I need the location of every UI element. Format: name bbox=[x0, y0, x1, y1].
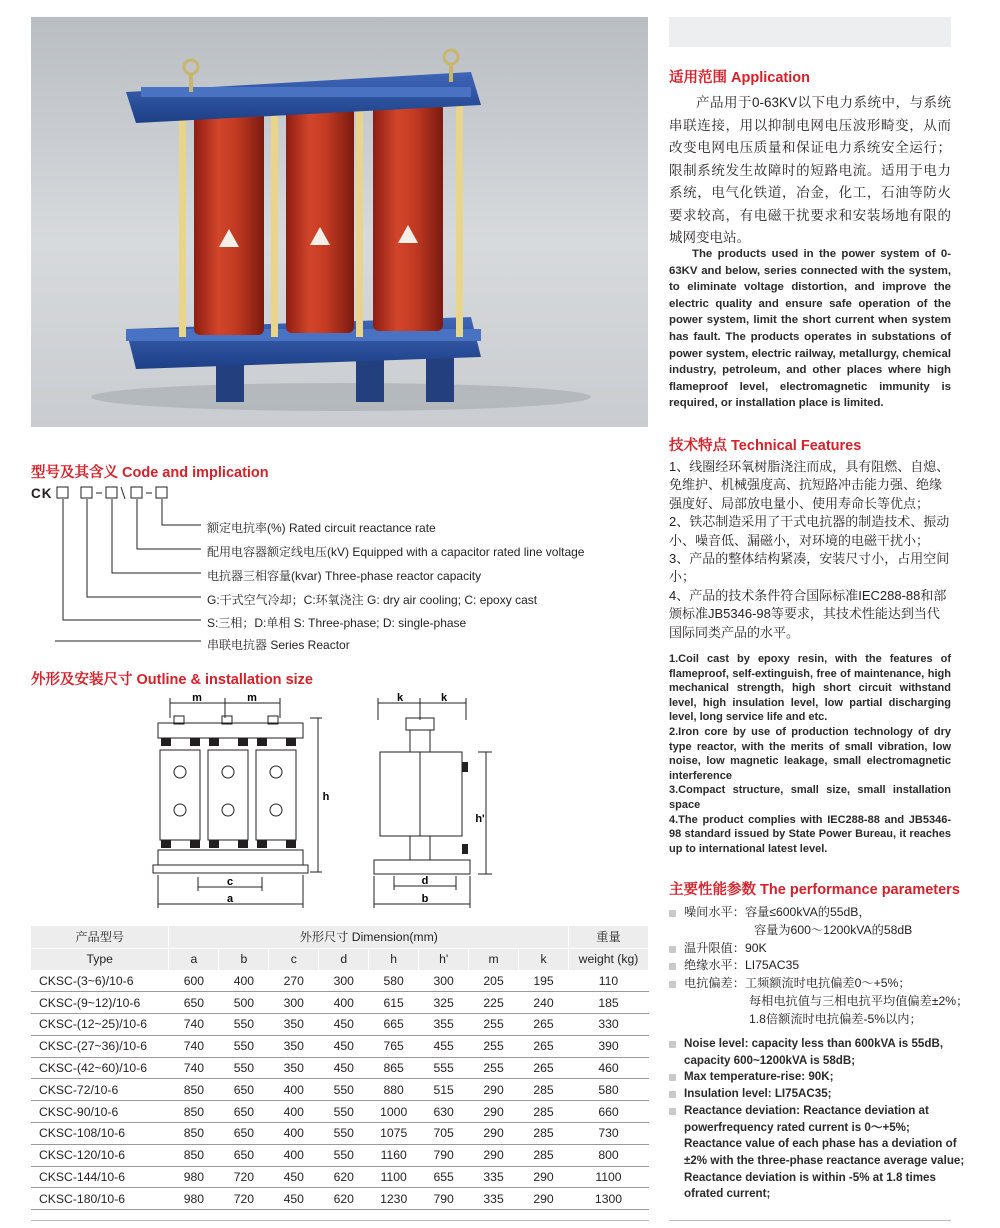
cell-dim: 265 bbox=[519, 1035, 569, 1057]
cell-dim: 650 bbox=[219, 1144, 269, 1166]
spec-table bbox=[31, 926, 649, 1210]
cell-dim: 355 bbox=[419, 1014, 469, 1036]
cell-dim: 620 bbox=[319, 1166, 369, 1188]
cell-dim: 335 bbox=[469, 1166, 519, 1188]
col-dim-d: d bbox=[319, 948, 369, 970]
technical-list-cn bbox=[669, 458, 951, 642]
header-bar bbox=[669, 17, 951, 47]
cell-dim: 850 bbox=[169, 1101, 219, 1123]
technical-item-en: 4.The product complies with IEC288-88 and JB5346-98 standard issued by State Power Bureau, it reaches up to international latest level. bbox=[669, 813, 951, 855]
technical-list-en bbox=[669, 652, 951, 856]
performance-heading: 主要性能参数 The performance parameters bbox=[669, 882, 960, 898]
code-item: 串联电抗器 Series Reactor bbox=[207, 638, 350, 652]
cell-dim: 265 bbox=[519, 1014, 569, 1036]
cell-dim: 550 bbox=[319, 1101, 369, 1123]
bullet-icon bbox=[669, 910, 676, 917]
table-row bbox=[31, 970, 649, 992]
cell-dim: 720 bbox=[219, 1188, 269, 1210]
table-row bbox=[31, 1014, 649, 1036]
table-row bbox=[31, 992, 649, 1014]
cell-weight: 1100 bbox=[568, 1166, 648, 1188]
technical-item-cn: 3、产品的整体结构紧凑，安装尺寸小，占用空间小； bbox=[669, 551, 950, 585]
performance-list-cn bbox=[669, 904, 969, 1029]
cell-dim: 655 bbox=[419, 1166, 469, 1188]
cell-dim: 630 bbox=[419, 1101, 469, 1123]
performance-item-en: Noise level: capacity less than 600kVA is 55dB, capacity 600~1200kVA is 58dB; bbox=[669, 1036, 969, 1069]
cell-dim: 290 bbox=[469, 1123, 519, 1145]
technical-item-en: 1.Coil cast by epoxy resin, with the features of flameproof, self-extinguish, free of maintenance, high mechanical strength, high short circuit withstand level, high insulation level, low partial discharging level, long service life and etc. bbox=[669, 653, 951, 724]
cell-dim: 555 bbox=[419, 1057, 469, 1079]
cell-dim: 850 bbox=[169, 1079, 219, 1101]
performance-item-en: Insulation level: LI75AC35; bbox=[669, 1086, 969, 1103]
application-heading: 适用范围 Application bbox=[669, 70, 810, 86]
code-item: 额定电抗率(%) Rated circuit reactance rate bbox=[207, 521, 436, 535]
cell-dim: 400 bbox=[219, 970, 269, 992]
code-item: 电抗器三相容量(kvar) Three-phase reactor capacity bbox=[207, 569, 482, 583]
col-type-header: 产品型号 bbox=[31, 926, 169, 948]
code-item: 配用电容器额定线电压(kV) Equipped with a capacitor rated line voltage bbox=[207, 545, 585, 559]
cell-dim: 550 bbox=[319, 1144, 369, 1166]
cell-dim: 500 bbox=[219, 992, 269, 1014]
cell-dim: 285 bbox=[519, 1144, 569, 1166]
cell-dim: 740 bbox=[169, 1014, 219, 1036]
cell-type: CKSC-72/10-6 bbox=[31, 1079, 169, 1101]
col-dim-h: h bbox=[369, 948, 419, 970]
application-text-cn: 产品用于0-63KV以下电力系统中，与系统串联连接，用以抑制电网电压波形畸变，从而改变电网电压质量和保证电力系统安全运行；限制系统发生故障时的短路电流。适用于电力系统，电气化铁道，冶金，化工，石油等防火要求较高，有电磁干扰要求和安装场地有限的城网变电站。 bbox=[669, 95, 951, 245]
bullet-icon bbox=[669, 981, 676, 988]
cell-weight: 580 bbox=[568, 1079, 648, 1101]
cell-dim: 285 bbox=[519, 1101, 569, 1123]
series-reactor-illustration bbox=[31, 17, 648, 427]
bottom-rule bbox=[31, 1220, 649, 1221]
technical-item-cn: 2、铁芯制造采用了干式电抗器的制造技术、振动小、噪音低、漏磁小，对环境的电磁干扰小； bbox=[669, 514, 950, 548]
cell-dim: 1000 bbox=[369, 1101, 419, 1123]
cell-type: CKSC-(9~12)/10-6 bbox=[31, 992, 169, 1014]
table-row bbox=[31, 1144, 649, 1166]
cell-dim: 400 bbox=[319, 992, 369, 1014]
cell-dim: 205 bbox=[469, 970, 519, 992]
cell-type: CKSC-(3~6)/10-6 bbox=[31, 970, 169, 992]
col-dim-h-prime: h' bbox=[419, 948, 469, 970]
cell-dim: 1230 bbox=[369, 1188, 419, 1210]
col-dimension-header: 外形尺寸 Dimension(mm) bbox=[169, 926, 569, 948]
cell-dim: 335 bbox=[469, 1188, 519, 1210]
cell-weight: 110 bbox=[568, 970, 648, 992]
code-item: G:干式空气冷却；C:环氧浇注 G: dry air cooling; C: epoxy cast bbox=[207, 593, 538, 607]
cell-dim: 650 bbox=[219, 1101, 269, 1123]
application-text-en: The products used in the power system of 0-63KV and below, series connected with the system, to eliminate voltage distortion, and improve the electric quality and ensure safe operation of the power system, limit the short current when system has fault. The products operates in substations of power system, electric railway, metallurgy, chemical industry, petroleum, and other places where high flameproof level, electromagnetic immunity is required, or installation place is limited. bbox=[669, 248, 951, 410]
cell-dim: 980 bbox=[169, 1188, 219, 1210]
bullet-icon bbox=[669, 1074, 676, 1081]
dim-label-d: d bbox=[421, 875, 429, 887]
bullet-icon bbox=[669, 1091, 676, 1098]
performance-item: 温升限值：90K bbox=[669, 940, 969, 958]
table-row bbox=[31, 1101, 649, 1123]
cell-dim: 400 bbox=[269, 1101, 319, 1123]
cell-dim: 720 bbox=[219, 1166, 269, 1188]
performance-item: 噪间水平：容量≤600kVA的55dB， 容量为600～1200kVA的58dB bbox=[669, 904, 969, 940]
performance-item-en: Reactance deviation: Reactance deviation at powerfrequency rated current is 0～+5%; Reactance value of each phase has a deviation of ±2% with the three-phase reactance average value; Reactance deviation is within -5% at 1.8 times ofrated current; bbox=[669, 1103, 969, 1203]
performance-item: 电抗偏差：工频额流时电抗偏差0～+5%； 每相电抗值与三相电抗平均值偏差±2%； 1.8倍额流时电抗偏差-5%以内； bbox=[669, 975, 969, 1028]
cell-dim: 865 bbox=[369, 1057, 419, 1079]
performance-list-en bbox=[669, 1036, 969, 1203]
cell-dim: 580 bbox=[369, 970, 419, 992]
cell-weight: 330 bbox=[568, 1014, 648, 1036]
cell-type: CKSC-120/10-6 bbox=[31, 1144, 169, 1166]
code-item: S:三相；D:单相 S: Three-phase; D: single-phase bbox=[207, 616, 467, 630]
code-heading: 型号及其含义 Code and implication bbox=[31, 465, 269, 481]
cell-dim: 550 bbox=[319, 1079, 369, 1101]
table-row bbox=[31, 1079, 649, 1101]
cell-dim: 290 bbox=[519, 1188, 569, 1210]
model-prefix: CK bbox=[31, 486, 53, 501]
table-row bbox=[31, 1035, 649, 1057]
front-view-drawing bbox=[150, 690, 330, 912]
cell-dim: 195 bbox=[519, 970, 569, 992]
cell-type: CKSC-(42~60)/10-6 bbox=[31, 1057, 169, 1079]
performance-item: 绝缘水平：LI75AC35 bbox=[669, 957, 969, 975]
dim-label-c: c bbox=[226, 876, 234, 888]
cell-dim: 255 bbox=[469, 1057, 519, 1079]
cell-dim: 450 bbox=[269, 1188, 319, 1210]
cell-dim: 350 bbox=[269, 1014, 319, 1036]
table-row bbox=[31, 1057, 649, 1079]
outline-heading: 外形及安装尺寸 Outline & installation size bbox=[31, 672, 313, 688]
col-type-header-en: Type bbox=[31, 948, 169, 970]
technical-heading: 技术特点 Technical Features bbox=[669, 438, 862, 454]
technical-item-en: 2.Iron core by use of production technology of dry type reactor, with the merits of small vibration, low noise, low magnetic leakage, small electromagnetic interference bbox=[669, 725, 951, 782]
cell-dim: 600 bbox=[169, 970, 219, 992]
cell-type: CKSC-180/10-6 bbox=[31, 1188, 169, 1210]
cell-dim: 300 bbox=[269, 992, 319, 1014]
col-weight-header: 重量 bbox=[568, 926, 648, 948]
col-dim-k: k bbox=[519, 948, 569, 970]
cell-dim: 285 bbox=[519, 1079, 569, 1101]
col-dim-c: c bbox=[269, 948, 319, 970]
cell-dim: 705 bbox=[419, 1123, 469, 1145]
cell-dim: 285 bbox=[519, 1123, 569, 1145]
dim-label-m: m bbox=[192, 692, 202, 704]
cell-dim: 255 bbox=[469, 1035, 519, 1057]
cell-dim: 615 bbox=[369, 992, 419, 1014]
cell-type: CKSC-108/10-6 bbox=[31, 1123, 169, 1145]
cell-dim: 850 bbox=[169, 1144, 219, 1166]
dim-label-m: m bbox=[247, 692, 257, 704]
cell-dim: 650 bbox=[169, 992, 219, 1014]
cell-dim: 620 bbox=[319, 1188, 369, 1210]
cell-dim: 650 bbox=[219, 1123, 269, 1145]
product-photo bbox=[31, 17, 648, 427]
dim-label-h-prime: h' bbox=[475, 813, 485, 825]
cell-dim: 450 bbox=[269, 1166, 319, 1188]
cell-dim: 265 bbox=[519, 1057, 569, 1079]
cell-dim: 550 bbox=[219, 1057, 269, 1079]
cell-dim: 665 bbox=[369, 1014, 419, 1036]
cell-dim: 450 bbox=[319, 1014, 369, 1036]
cell-dim: 450 bbox=[319, 1057, 369, 1079]
cell-dim: 240 bbox=[519, 992, 569, 1014]
cell-type: CKSC-(12~25)/10-6 bbox=[31, 1014, 169, 1036]
cell-dim: 1075 bbox=[369, 1123, 419, 1145]
bottom-rule bbox=[669, 1220, 951, 1221]
technical-item-en: 3.Compact structure, small size, small installation space bbox=[669, 784, 951, 811]
cell-type: CKSC-90/10-6 bbox=[31, 1101, 169, 1123]
side-view-drawing bbox=[370, 690, 500, 912]
cell-dim: 880 bbox=[369, 1079, 419, 1101]
technical-item-cn: 4、产品的技术条件符合国际标准IEC288-88和部颁标准JB5346-98等要求，其技术性能达到当代国际同类产品的水平。 bbox=[669, 587, 947, 640]
technical-item-cn: 1、线圈经环氧树脂浇注而成，具有阻燃、自熄、免维护、机械强度高、抗短路冲击能力强、绝缘强度好、局部放电量小、使用寿命长等优点； bbox=[669, 459, 950, 511]
cell-dim: 515 bbox=[419, 1079, 469, 1101]
dim-label-a: a bbox=[226, 893, 234, 905]
cell-dim: 290 bbox=[469, 1079, 519, 1101]
dim-label-k: k bbox=[440, 692, 448, 704]
dim-label-k: k bbox=[396, 692, 404, 704]
cell-dim: 1160 bbox=[369, 1144, 419, 1166]
col-weight-header-en: weight (kg) bbox=[568, 948, 648, 970]
cell-weight: 660 bbox=[568, 1101, 648, 1123]
table-row bbox=[31, 1166, 649, 1188]
bullet-icon bbox=[669, 1108, 676, 1115]
cell-dim: 650 bbox=[219, 1079, 269, 1101]
cell-dim: 455 bbox=[419, 1035, 469, 1057]
cell-dim: 290 bbox=[469, 1144, 519, 1166]
bullet-icon bbox=[669, 946, 676, 953]
cell-dim: 980 bbox=[169, 1166, 219, 1188]
cell-dim: 300 bbox=[319, 970, 369, 992]
performance-item-en: Max temperature-rise: 90K; bbox=[669, 1069, 969, 1086]
cell-weight: 390 bbox=[568, 1035, 648, 1057]
col-dim-a: a bbox=[169, 948, 219, 970]
cell-dim: 325 bbox=[419, 992, 469, 1014]
cell-dim: 225 bbox=[469, 992, 519, 1014]
cell-dim: 400 bbox=[269, 1123, 319, 1145]
cell-dim: 850 bbox=[169, 1123, 219, 1145]
cell-dim: 550 bbox=[219, 1035, 269, 1057]
cell-dim: 400 bbox=[269, 1144, 319, 1166]
cell-weight: 1300 bbox=[568, 1188, 648, 1210]
cell-dim: 790 bbox=[419, 1144, 469, 1166]
cell-dim: 765 bbox=[369, 1035, 419, 1057]
cell-dim: 350 bbox=[269, 1035, 319, 1057]
cell-type: CKSC-144/10-6 bbox=[31, 1166, 169, 1188]
table-row bbox=[31, 1188, 649, 1210]
table-row bbox=[31, 1123, 649, 1145]
cell-dim: 790 bbox=[419, 1188, 469, 1210]
cell-dim: 300 bbox=[419, 970, 469, 992]
cell-dim: 290 bbox=[519, 1166, 569, 1188]
col-dim-b: b bbox=[219, 948, 269, 970]
cell-dim: 740 bbox=[169, 1035, 219, 1057]
cell-dim: 740 bbox=[169, 1057, 219, 1079]
cell-dim: 450 bbox=[319, 1035, 369, 1057]
cell-dim: 255 bbox=[469, 1014, 519, 1036]
cell-dim: 1100 bbox=[369, 1166, 419, 1188]
cell-dim: 550 bbox=[219, 1014, 269, 1036]
cell-weight: 185 bbox=[568, 992, 648, 1014]
cell-weight: 460 bbox=[568, 1057, 648, 1079]
code-bracket-diagram bbox=[55, 486, 215, 646]
bullet-icon bbox=[669, 1041, 676, 1048]
model-code bbox=[31, 486, 53, 501]
cell-dim: 270 bbox=[269, 970, 319, 992]
cell-dim: 350 bbox=[269, 1057, 319, 1079]
dim-label-h: h bbox=[322, 791, 330, 803]
cell-dim: 400 bbox=[269, 1079, 319, 1101]
dim-label-b: b bbox=[421, 893, 429, 905]
col-dim-m: m bbox=[469, 948, 519, 970]
cell-dim: 290 bbox=[469, 1101, 519, 1123]
cell-type: CKSC-(27~36)/10-6 bbox=[31, 1035, 169, 1057]
cell-dim: 550 bbox=[319, 1123, 369, 1145]
cell-weight: 800 bbox=[568, 1144, 648, 1166]
bullet-icon bbox=[669, 963, 676, 970]
cell-weight: 730 bbox=[568, 1123, 648, 1145]
